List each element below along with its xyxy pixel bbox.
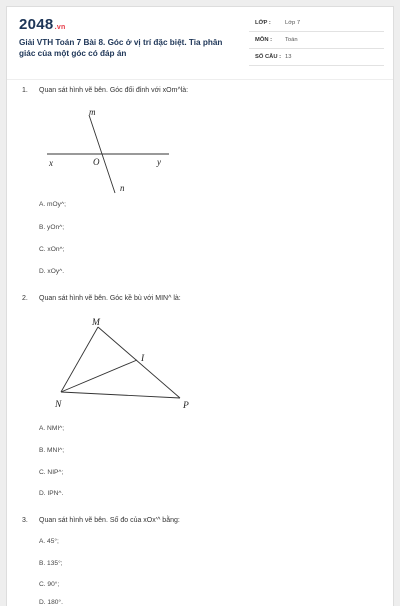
question-1-number: 1. [22, 87, 28, 94]
meta-value: 13 [285, 54, 292, 60]
meta-value: Toán [285, 37, 298, 43]
label-o: O [93, 157, 100, 167]
segment-mp [98, 327, 180, 398]
question-3-option-a[interactable]: A. 45°; [39, 538, 59, 545]
meta-value: Lớp 7 [285, 20, 301, 26]
header-divider [7, 79, 393, 80]
meta-label: MÔN : [255, 37, 273, 43]
question-1-figure [35, 103, 185, 199]
label-n: N [55, 400, 62, 410]
question-1-option-b[interactable]: B. yOn^; [39, 224, 65, 231]
question-1-option-a[interactable]: A. mOy^; [39, 201, 66, 208]
meta-label: SỐ CÂU : [255, 54, 282, 60]
document-page [6, 6, 394, 606]
label-p: P [183, 401, 189, 411]
label-x: x [49, 158, 53, 168]
site-logo[interactable] [19, 16, 66, 33]
question-3-option-c[interactable]: C. 90°; [39, 581, 60, 588]
logo-suffix: .vn [54, 24, 66, 31]
meta-row-class [249, 16, 384, 32]
question-3-number: 3. [22, 517, 28, 524]
label-i: I [141, 354, 145, 364]
label-m: m [89, 107, 96, 117]
question-1-text: Quan sát hình vẽ bên. Góc đối đỉnh với xOm^là: [39, 87, 189, 94]
segment-np [61, 392, 180, 398]
document-title: Giải VTH Toán 7 Bài 8. Góc ở vị trí đặc biệt. Tia phân giác của một góc có đáp án [19, 38, 223, 58]
label-y: y [157, 157, 161, 167]
segment-ni [61, 360, 137, 392]
document-header [7, 7, 395, 77]
question-2-text: Quan sát hình vẽ bên. Góc kề bù với MIN^ là: [39, 295, 181, 302]
logo-text: 2048 [19, 16, 54, 33]
question-2-option-c[interactable]: C. NIP^; [39, 469, 64, 476]
meta-label: LỚP : [255, 20, 271, 26]
label-m: M [92, 318, 100, 328]
question-3-option-d[interactable]: D. 180°. [39, 599, 63, 606]
question-3-option-b[interactable]: B. 135°; [39, 560, 63, 567]
question-3-text: Quan sát hình vẽ bên. Số đo của xOx'^ bằng: [39, 517, 180, 524]
label-n: n [120, 183, 125, 193]
meta-row-subject [249, 33, 384, 49]
question-2-figure [47, 313, 207, 417]
question-1-option-d[interactable]: D. xOy^. [39, 268, 65, 275]
segment-mn [61, 327, 98, 392]
question-2-option-a[interactable]: A. NMI^; [39, 425, 65, 432]
question-1-option-c[interactable]: C. xOn^; [39, 246, 65, 253]
question-2-number: 2. [22, 295, 28, 302]
question-2-option-b[interactable]: B. MNI^; [39, 447, 65, 454]
question-2-option-d[interactable]: D. IPN^. [39, 490, 64, 497]
meta-row-count [249, 50, 384, 66]
